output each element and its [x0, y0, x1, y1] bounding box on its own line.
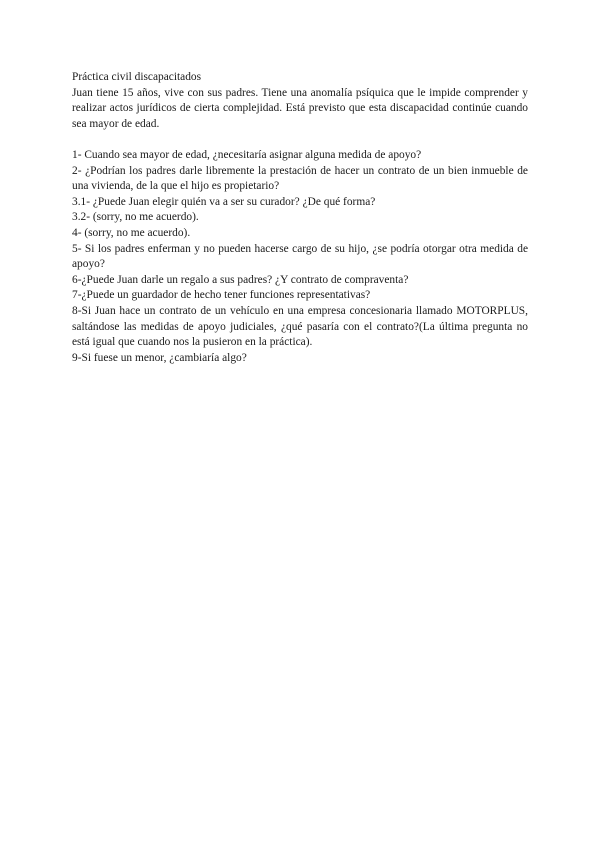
- question-3-1: 3.1- ¿Puede Juan elegir quién va a ser su curador? ¿De qué forma?: [72, 195, 376, 208]
- question-1: 1- Cuando sea mayor de edad, ¿necesitaría asignar alguna medida de apoyo?: [72, 148, 422, 161]
- question-5: 5- Si los padres enferman y no pueden hacerse cargo de su hijo, ¿se podría otorgar otra medida de apoyo?: [72, 242, 528, 271]
- question-7: 7-¿Puede un guardador de hecho tener funciones representativas?: [72, 289, 371, 302]
- case-description: Juan tiene 15 años, vive con sus padres. Tiene una anomalía psíquica que le impide comprender y realizar actos jurídicos de cierta complejidad. Está previsto que esta discapacidad continúe cuando sea mayor de edad.: [72, 86, 528, 130]
- question-8: 8-Si Juan hace un contrato de un vehículo en una empresa concesionaria llamado MOTORPLUS, saltándose las medidas de apoyo judiciales, ¿qué pasaría con el contrato?(La última pregunta no está igual que cuando nos la pusieron en la práctica).: [72, 304, 528, 349]
- document-title: Práctica civil discapacitados: [72, 71, 202, 83]
- question-4: 4- (sorry, no me acuerdo).: [72, 226, 191, 239]
- spacer: [72, 132, 528, 148]
- question-9: 9-Si fuese un menor, ¿cambiaría algo?: [72, 351, 247, 364]
- question-3-2: 3.2- (sorry, no me acuerdo).: [72, 211, 199, 224]
- document-body: [72, 70, 528, 366]
- question-6: 6-¿Puede Juan darle un regalo a sus padres? ¿Y contrato de compraventa?: [72, 273, 409, 286]
- question-2: 2- ¿Podrían los padres darle libremente la prestación de hacer un contrato de un bien inmueble de una vivienda, de la que el hijo es propietario?: [72, 164, 528, 193]
